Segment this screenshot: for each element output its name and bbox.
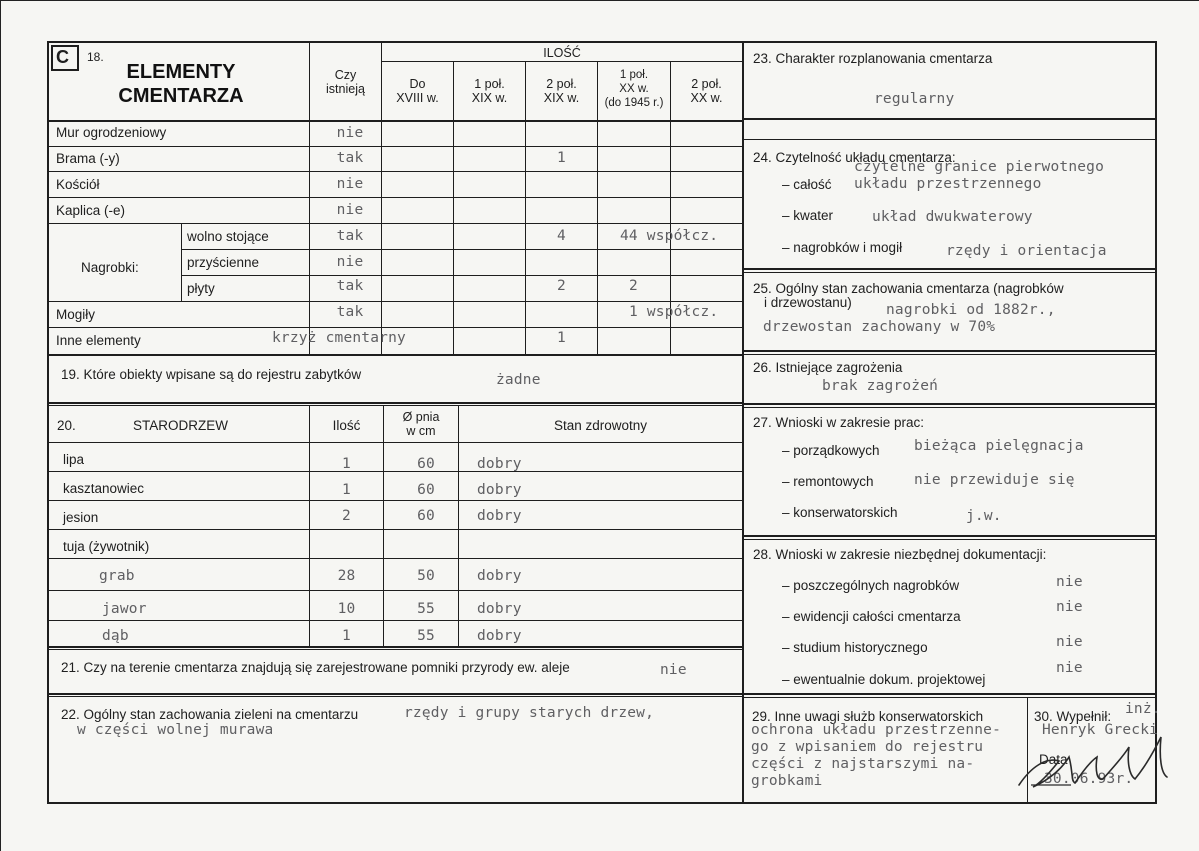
q24-label: 24. Czytelność układu cmentarza: <box>753 150 956 165</box>
exists-wolno-stojace: tak <box>336 228 364 244</box>
tree-diam-kasztanowiec: 60 <box>417 482 435 498</box>
q28-item-studium: – studium historycznego <box>782 640 928 655</box>
section-letter: C <box>56 47 69 67</box>
q27-answer-konserwatorskich: j.w. <box>966 508 1002 524</box>
q19-label: 19. Które obiekty wpisane są do rejestru zabytków <box>61 367 362 382</box>
row-label-kaplica: Kaplica (-e) <box>56 203 126 218</box>
row-label-brama: Brama (-y) <box>56 151 120 166</box>
q28-answer-projektowej: nie <box>1056 660 1083 676</box>
q24-answer-calosc: układu przestrzennego <box>854 176 1042 192</box>
q28-item-ewidencji: – ewidencji całości cmentarza <box>782 609 961 624</box>
exists-plyty: tak <box>336 278 364 294</box>
q27-item-porzadkowych: – porządkowych <box>782 443 880 458</box>
ilosc-header: ILOŚĆ <box>543 46 581 60</box>
q25-answer-line2: drzewostan zachowany w 70% <box>763 319 996 335</box>
section-title-line1: ELEMENTY <box>126 61 236 83</box>
q24-item-kwater: – kwater <box>782 208 834 223</box>
tree-health-dab: dobry <box>477 628 522 644</box>
exists-mogily: tak <box>336 304 364 320</box>
trees-number: 20. <box>57 418 76 433</box>
tree-count-jawor: 10 <box>337 601 356 617</box>
exists-mur: nie <box>336 125 364 141</box>
q27-answer-remontowych: nie przewiduje się <box>914 472 1075 488</box>
q24-item-calosc: – całość <box>782 177 832 192</box>
frame-left <box>47 41 49 804</box>
q26-answer: brak zagrożeń <box>822 378 939 394</box>
row-label-plyty: płyty <box>187 281 215 296</box>
frame-top <box>47 41 1157 43</box>
plyty-p3: 2 <box>557 278 566 294</box>
tree-count-grab: 28 <box>337 568 356 584</box>
q22-answer-line2: w części wolnej murawa <box>77 722 274 738</box>
tree-name-jawor: jawor <box>102 601 147 617</box>
q30-filled-by-line2: Henryk Grecki <box>1042 722 1159 738</box>
q28-label: 28. Wnioski w zakresie niezbędnej dokumentacji: <box>753 547 1047 562</box>
plyty-p4: 2 <box>629 278 638 294</box>
handwritten-signature <box>1011 727 1181 797</box>
tree-diam-jesion: 60 <box>417 508 435 524</box>
q25-answer-line1: nagrobki od 1882r., <box>886 302 1056 318</box>
q28-item-nagrobkow: – poszczególnych nagrobków <box>782 578 960 593</box>
q23-label: 23. Charakter rozplanowania cmentarza <box>753 51 993 66</box>
q27-item-remontowych: – remontowych <box>782 474 874 489</box>
tree-count-dab: 1 <box>342 628 351 644</box>
tree-count-jesion: 2 <box>342 508 351 524</box>
q30-filled-by-line1: inż. <box>1125 701 1161 717</box>
q25-label-line1: 25. Ogólny stan zachowania cmentarza (nagrobków <box>753 281 1064 296</box>
tree-name-tuja: tuja (żywotnik) <box>63 539 150 554</box>
q23-answer: regularny <box>874 91 955 107</box>
q26-label: 26. Istniejące zagrożenia <box>753 360 903 375</box>
wolno-stojace-p4: 44 współcz. <box>620 228 719 244</box>
tree-name-kasztanowiec: kasztanowiec <box>63 481 145 496</box>
tree-name-grab: grab <box>99 568 135 584</box>
tree-name-lipa: lipa <box>63 452 85 467</box>
nagrobki-label: Nagrobki: <box>81 260 139 275</box>
q27-item-konserwatorskich: – konserwatorskich <box>782 505 898 520</box>
q28-item-projektowej: – ewentualnie dokum. projektowej <box>782 672 986 687</box>
tree-health-grab: dobry <box>477 568 522 584</box>
period-header-1: Do XVIII w. <box>396 77 439 105</box>
brama-p3: 1 <box>557 150 566 166</box>
q24-answer-kwater: układ dwukwaterowy <box>872 209 1033 225</box>
q30-date-label: Data <box>1039 752 1068 767</box>
q21-answer: nie <box>660 662 687 678</box>
q22-answer-line1: rzędy i grupy starych drzew, <box>404 705 655 721</box>
row-label-przyscienne: przyścienne <box>187 255 260 270</box>
tree-diam-lipa: 60 <box>417 456 435 472</box>
frame-bottom <box>47 802 1157 804</box>
row-label-mogily: Mogiły <box>56 307 96 322</box>
trees-col-diameter: Ø pnia w cm <box>402 410 440 438</box>
row-label-wolno-stojace: wolno stojące <box>187 229 269 244</box>
q27-label: 27. Wnioski w zakresie prac: <box>753 415 925 430</box>
q21-label: 21. Czy na terenie cmentarza znajdują się zarejestrowane pomniki przyrody ew. aleje <box>61 660 570 675</box>
period-header-2: 1 poł. XIX w. <box>471 77 508 105</box>
exists-inne: krzyż cmentarny <box>272 330 406 346</box>
q24-item-nagrobkow: – nagrobków i mogił <box>782 240 903 255</box>
q24-answer-top: czytelne granice pierwotnego <box>854 159 1105 175</box>
q29-label: 29. Inne uwagi służb konserwatorskich <box>752 709 984 724</box>
q30-date: 30.06.93r. <box>1044 771 1134 787</box>
tree-diam-dab: 55 <box>417 628 435 644</box>
row-label-mur: Mur ogrodzeniowy <box>56 125 167 140</box>
period-header-4: 1 poł. XX w. (do 1945 r.) <box>604 69 664 109</box>
tree-name-dab: dąb <box>102 628 129 644</box>
wolno-stojace-p3: 4 <box>557 228 566 244</box>
q29-line-3: części z najstarszymi na- <box>751 756 975 772</box>
col-exists-header: Czy istnieją <box>326 68 365 96</box>
tree-name-jesion: jesion <box>63 510 99 525</box>
tree-diam-jawor: 55 <box>417 601 435 617</box>
inne-p3: 1 <box>557 330 566 346</box>
q25-label-line2: i drzewostanu) <box>764 295 852 310</box>
tree-health-kasztanowiec: dobry <box>477 482 522 498</box>
row-label-inne: Inne elementy <box>56 333 141 348</box>
tree-health-lipa: dobry <box>477 456 522 472</box>
period-header-5: 2 poł. XX w. <box>690 77 723 105</box>
q29-line-4: grobkami <box>751 773 823 789</box>
trees-col-count: Ilość <box>332 418 361 433</box>
q29-line-1: ochrona układu przestrzenne- <box>751 722 1002 738</box>
tree-health-jawor: dobry <box>477 601 522 617</box>
tree-count-lipa: 1 <box>342 456 351 472</box>
row-label-kosciol: Kościół <box>56 177 100 192</box>
center-divider <box>742 41 744 804</box>
trees-title: STARODRZEW <box>133 418 228 433</box>
frame-right <box>1155 41 1157 804</box>
q30-label: 30. Wypełnił: <box>1034 709 1112 724</box>
q24-answer-nagrobkow: rzędy i orientacja <box>946 243 1107 259</box>
q28-answer-ewidencji: nie <box>1056 599 1083 615</box>
mogily-p4: 1 współcz. <box>629 304 719 320</box>
section-number: 18. <box>87 50 104 64</box>
section-title-line2: CMENTARZA <box>118 85 244 107</box>
period-header-3: 2 poł. XIX w. <box>543 77 580 105</box>
q22-label: 22. Ogólny stan zachowania zieleni na cmentarzu <box>61 707 359 722</box>
tree-count-kasztanowiec: 1 <box>342 482 351 498</box>
q28-answer-studium: nie <box>1056 634 1083 650</box>
exists-brama: tak <box>336 150 364 166</box>
exists-kaplica: nie <box>336 202 364 218</box>
q28-answer-nagrobkow: nie <box>1056 574 1083 590</box>
q27-answer-porzadkowych: bieżąca pielęgnacja <box>914 438 1084 454</box>
tree-diam-grab: 50 <box>417 568 435 584</box>
exists-przyscienne: nie <box>336 254 364 270</box>
q29-line-2: go z wpisaniem do rejestru <box>751 739 984 755</box>
q19-answer: żadne <box>496 372 541 388</box>
trees-col-health: Stan zdrowotny <box>553 418 648 433</box>
tree-health-jesion: dobry <box>477 508 522 524</box>
exists-kosciol: nie <box>336 176 364 192</box>
